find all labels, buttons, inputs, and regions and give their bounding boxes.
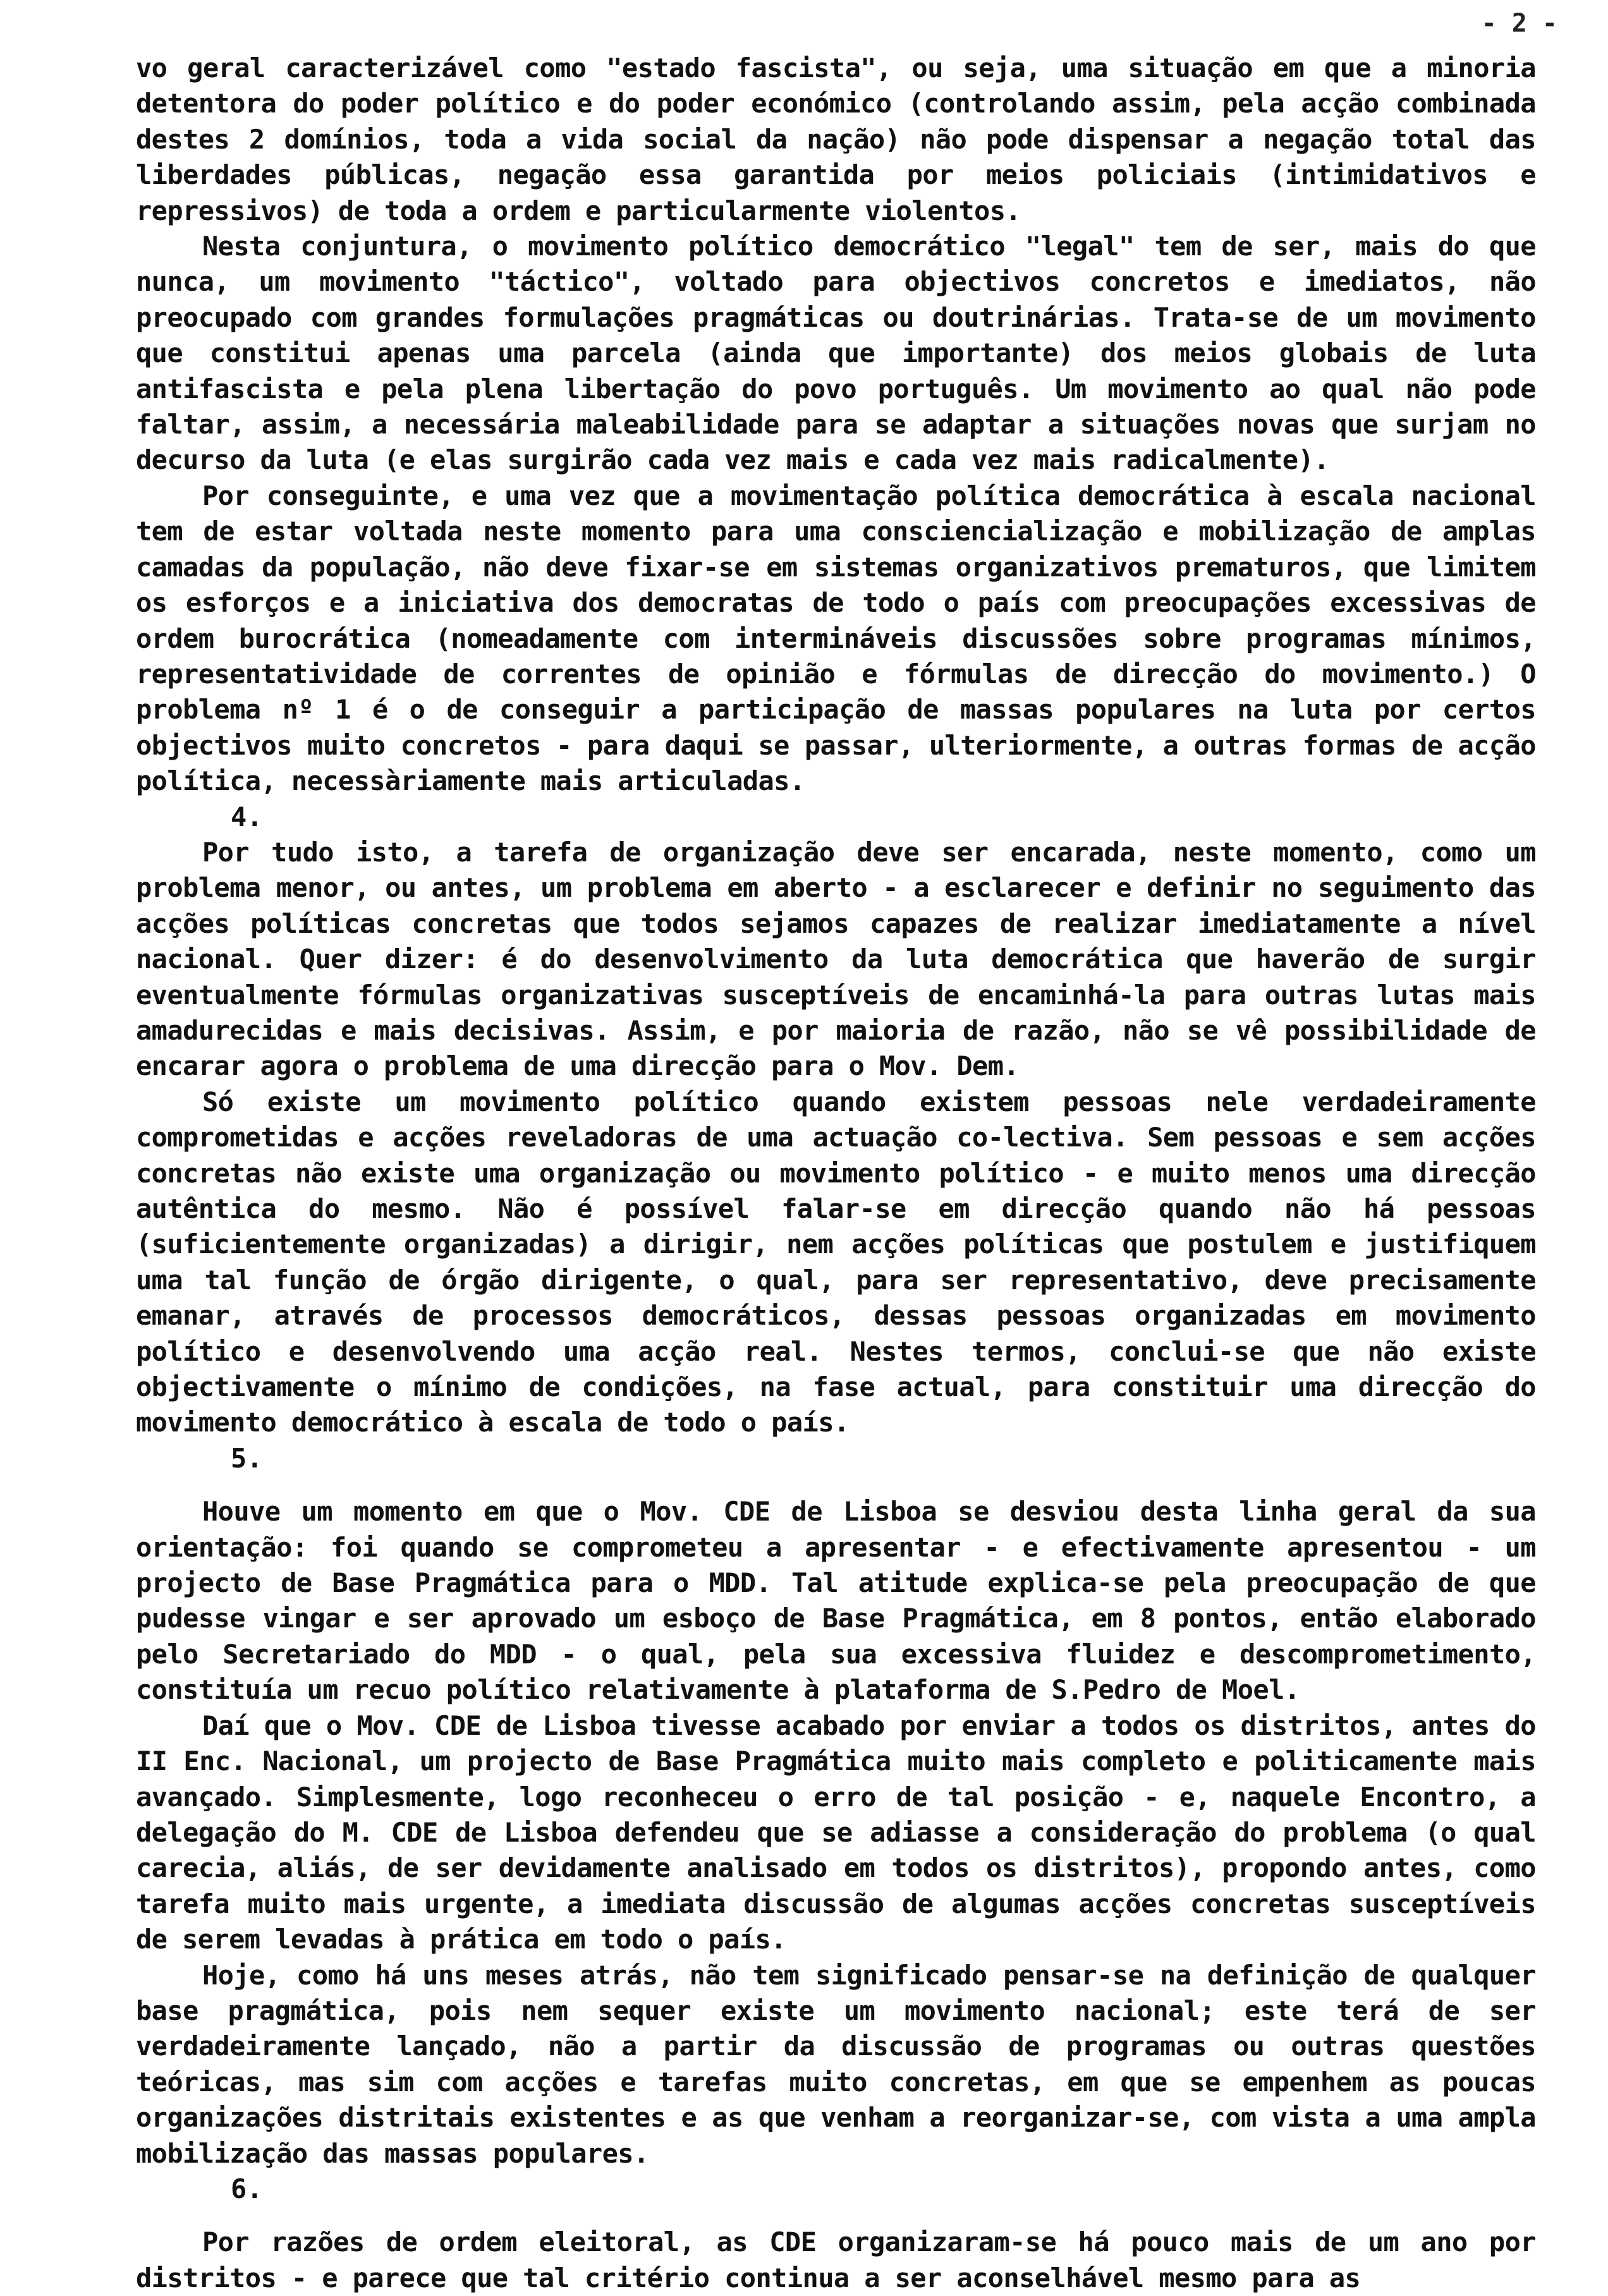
paragraph: Houve um momento em que o Mov. CDE de Lisboa se desviou desta linha geral da sua orientação: foi quando se comprometeu a apresentar - e efectivamente apresentou - um projecto de Base Pragmática para o MDD. Tal atitude explica-se pela preocupação de que pudesse vingar e ser aprovado um esboço de Base Pragmática, em 8 pontos, então elaborado pelo Secretariado do MDD - o qual, pela sua excessiva fluidez e descomprometimento, constituía um recuo político relativamente à plataforma de S.Pedro de Moel.	[136, 1496, 1536, 1706]
paragraph: Por razões de ordem eleitoral, as CDE organizaram-se há pouco mais de um ano por distritos - e parece que tal critério continua a ser aconselhável mesmo para as	[136, 2226, 1536, 2293]
section-number: 5.	[231, 1442, 263, 1474]
section-number: 4.	[231, 801, 263, 832]
paragraph: Hoje, como há uns meses atrás, não tem significado pensar-se na definição de qualquer base pragmática, pois nem sequer existe um movimento nacional; este terá de ser verdadeiramente lançado, não a partir da discussão de programas ou outras questões teóricas, mas sim com acções e tarefas muito concretas, em que se empenhem as poucas organizações distritais existentes e as que venham a reorganizar-se, com vista a uma ampla mobilização das massas populares.	[136, 1959, 1536, 2169]
paragraph: Daí que o Mov. CDE de Lisboa tivesse acabado por enviar a todos os distritos, antes do II Enc. Nacional, um projecto de Base Pragmática muito mais completo e politicamente mais avançado. Simplesmente, logo reconheceu o erro de tal posição - e, naquele Encontro, a delegação do M. CDE de Lisboa defendeu que se adiasse a consideração do problema (o qual carecia, aliás, de ser devidamente analisado em todos os distritos), propondo antes, como tarefa muito mais urgente, a imediata discussão de algumas acções concretas susceptíveis de serem levadas à prática em todo o país.	[136, 1710, 1536, 1955]
page-number: - 2 -	[1481, 9, 1557, 38]
paragraph: Só existe um movimento político quando existem pessoas nele verdadeiramente comprometidas e acções reveladoras de uma actuação co-lectiva. Sem pessoas e sem acções concretas não existe uma organização ou movimento político - e muito menos uma direcção autêntica do mesmo. Não é possível falar-se em direcção quando não há pessoas (suficientemente organizadas) a dirigir, nem acções políticas que postulem e justifiquem uma tal função de órgão dirigente, o qual, para ser representativo, deve precisamente emanar, através de processos democráticos, dessas pessoas organizadas em movimento político e desenvolvendo uma acção real. Nestes termos, conclui-se que não existe objectivamente o mínimo de condições, na fase actual, para constituir uma direcção do movimento democrático à escala de todo o país.	[136, 1086, 1536, 1438]
paragraph: Nesta conjuntura, o movimento político democrático "legal" tem de ser, mais do que nunca, um movimento "táctico", voltado para objectivos concretos e imediatos, não preocupado com grandes formulações pragmáticas ou doutrinárias. Trata-se de um movimento que constitui apenas uma parcela (ainda que importante) dos meios globais de luta antifascista e pela plena libertação do povo português. Um movimento ao qual não pode faltar, assim, a necessária maleabilidade para se adaptar a situações novas que surjam no decurso da luta (e elas surgirão cada vez mais e cada vez mais radicalmente).	[136, 231, 1536, 476]
paragraph: Por conseguinte, e uma vez que a movimentação política democrática à escala nacional tem de estar voltada neste momento para uma consciencialização e mobilização de amplas camadas da população, não deve fixar-se em sistemas organizativos prematuros, que limitem os esforços e a iniciativa dos democratas de todo o país com preocupações excessivas de ordem burocrática (nomeadamente com intermináveis discussões sobre programas mínimos, representatividade de correntes de opinião e fórmulas de direcção do movimento.) O problema nº 1 é o de conseguir a participação de massas populares na luta por certos objectivos muito concretos - para daqui se passar, ulteriormente, a outras formas de acção política, necessàriamente mais articuladas.	[136, 480, 1536, 797]
document-body	[136, 51, 1536, 2296]
section-number: 6.	[231, 2173, 263, 2204]
spacer	[136, 1476, 1536, 1494]
paragraph: Por tudo isto, a tarefa de organização deve ser encarada, neste momento, como um problema menor, ou antes, um problema em aberto - a esclarecer e definir no seguimento das acções políticas concretas que todos sejamos capazes de realizar imediatamente a nível nacional. Quer dizer: é do desenvolvimento da luta democrática que haverão de surgir eventualmente fórmulas organizativas susceptíveis de encaminhá-la para outras lutas mais amadurecidas e mais decisivas. Assim, e por maioria de razão, não se vê possibilidade de encarar agora o problema de uma direcção para o Mov. Dem.	[136, 836, 1536, 1082]
spacer	[136, 2207, 1536, 2225]
paragraph: vo geral caracterizável como "estado fascista", ou seja, uma situação em que a minoria detentora do poder político e do poder económico (controlando assim, pela acção combinada destes 2 domínios, toda a vida social da nação) não pode dispensar a negação total das liberdades públicas, negação essa garantida por meios policiais (intimidativos e repressivos) de toda a ordem e particularmente violentos.	[136, 52, 1536, 226]
